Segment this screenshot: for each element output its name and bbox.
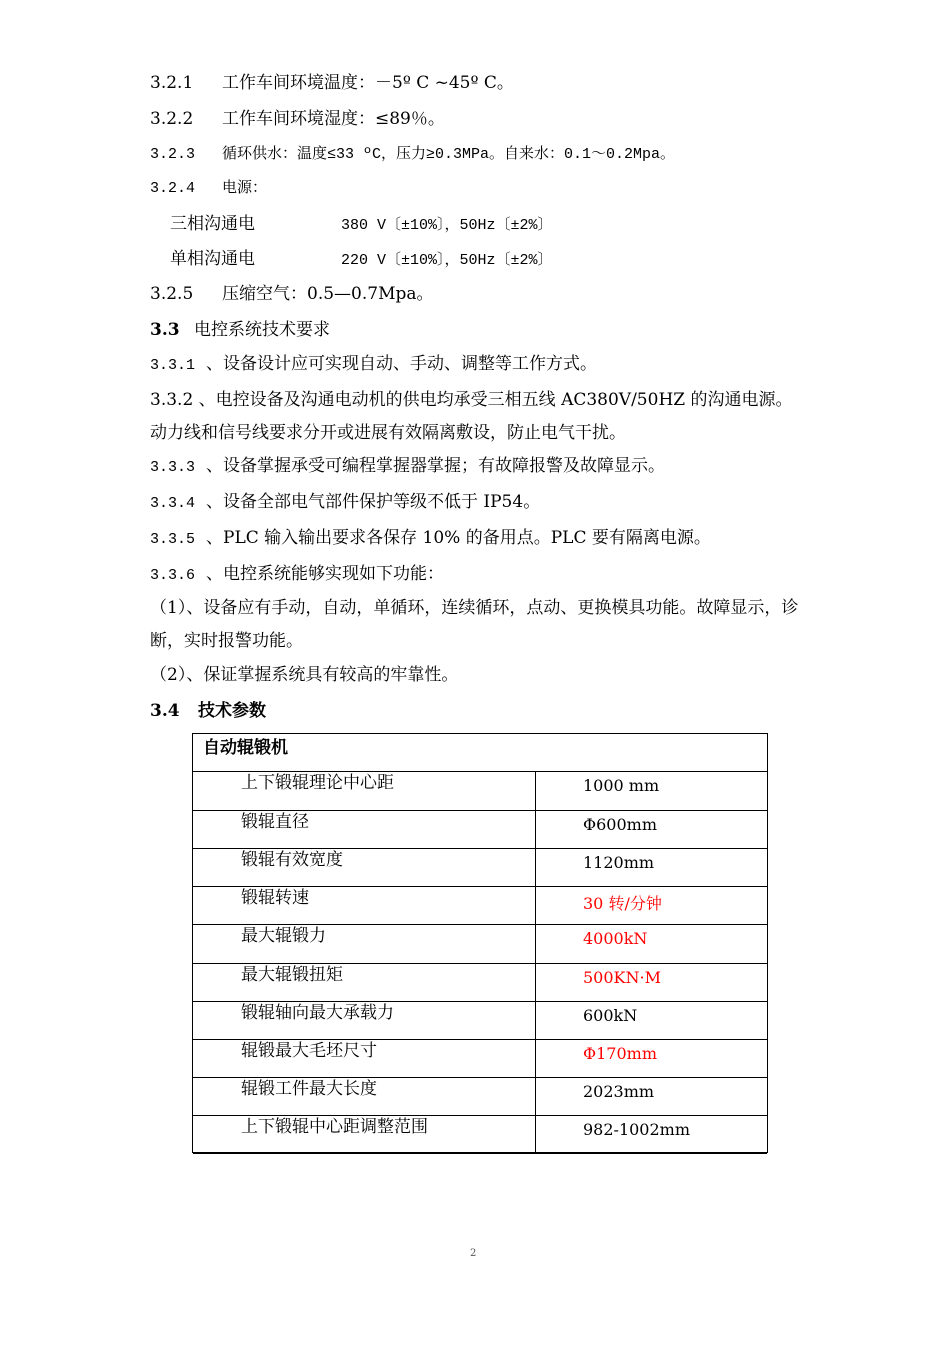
table-row <box>193 849 767 887</box>
table-row <box>193 811 767 849</box>
section-3-2-2: 3.2.2 工作车间环境湿度：≤89％。 <box>150 109 445 129</box>
param-label: 上下锻辊理论中心距 <box>241 773 394 793</box>
page-number: 2 <box>470 1248 477 1259</box>
param-value: 1120mm <box>583 853 655 872</box>
param-label: 锻辊轴向最大承载力 <box>241 1003 394 1023</box>
param-value: 4000kN <box>583 929 648 948</box>
section-3-4-heading: 3.4 技术参数 <box>150 701 266 721</box>
table-row <box>193 1040 767 1078</box>
table-row <box>193 1078 767 1116</box>
param-label: 锻辊直径 <box>241 812 309 832</box>
tech-params-table <box>192 733 768 1153</box>
section-3-3-4: 3.3.4 、设备全部电气部件保护等级不低于 IP54。 <box>150 492 541 512</box>
param-value: 982-1002mm <box>583 1120 691 1139</box>
param-value: 2023mm <box>583 1082 655 1101</box>
section-3-3-6: 3.3.6 、电控系统能够实现如下功能： <box>150 564 444 584</box>
section-3-3-3: 3.3.3 、设备掌握承受可编程掌握器掌握；有故障报警及故障显示。 <box>150 456 665 476</box>
table-row <box>193 925 767 964</box>
section-3-3-2: 3.3.2 、电控设备及沟通电动机的供电均承受三相五线 AC380V/50HZ 的沟通电源。动力线和信号线要求分开或进展有效隔离敷设，防止电气干扰。 <box>150 390 793 443</box>
section-3-3-1: 3.3.1 、设备设计应可实现自动、手动、调整等工作方式。 <box>150 354 597 374</box>
function-item-2: （2）、保证掌握系统具有较高的牢靠性。 <box>150 665 459 685</box>
section-3-2-3: 3.2.3 循环供水：温度≤33 ºC，压力≥0.3MPa。自来水：0.1～0.2Mpa。 <box>150 146 676 163</box>
param-value: 500KN·M <box>583 968 661 987</box>
table-row <box>193 1116 767 1154</box>
param-value: 600kN <box>583 1006 638 1025</box>
power-single-phase: 单相沟通电 220 V〔±10%〕，50Hz〔±2%〕 <box>170 249 553 269</box>
section-3-2-5: 3.2.5 压缩空气：0.5—0.7Mpa。 <box>150 284 434 304</box>
section-3-3-heading: 3.3 电控系统技术要求 <box>150 320 330 340</box>
param-label: 最大辊锻力 <box>241 926 326 946</box>
param-label: 锻辊转速 <box>241 888 309 908</box>
function-item-1: （1）、设备应有手动，自动，单循环，连续循环，点动、更换模具功能。故障显示，诊断，实时报警功能。 <box>150 598 799 651</box>
param-label: 辊锻最大毛坯尺寸 <box>241 1041 377 1061</box>
section-3-3-5: 3.3.5 、PLC 输入输出要求各保存 10% 的备用点。PLC 要有隔离电源。 <box>150 528 711 548</box>
section-3-2-4: 3.2.4 电源： <box>150 180 268 197</box>
power-three-phase: 三相沟通电 380 V〔±10%〕，50Hz〔±2%〕 <box>170 214 553 234</box>
param-label: 上下锻辊中心距调整范围 <box>241 1117 428 1137</box>
table-row <box>193 1002 767 1040</box>
param-value: 1000 mm <box>583 776 660 795</box>
section-3-2-1: 3.2.1 工作车间环境温度：－5º C ~45º C。 <box>150 73 514 93</box>
table-row <box>193 887 767 925</box>
param-label: 最大辊锻扭矩 <box>241 965 343 985</box>
param-label: 锻辊有效宽度 <box>241 850 343 870</box>
table-header: 自动辊锻机 <box>193 734 767 772</box>
param-label: 辊锻工件最大长度 <box>241 1079 377 1099</box>
table-row <box>193 772 767 811</box>
param-value: Φ170mm <box>583 1044 657 1063</box>
param-value: 30 转/分钟 <box>583 894 662 913</box>
param-value: Φ600mm <box>583 815 657 834</box>
table-row <box>193 964 767 1002</box>
